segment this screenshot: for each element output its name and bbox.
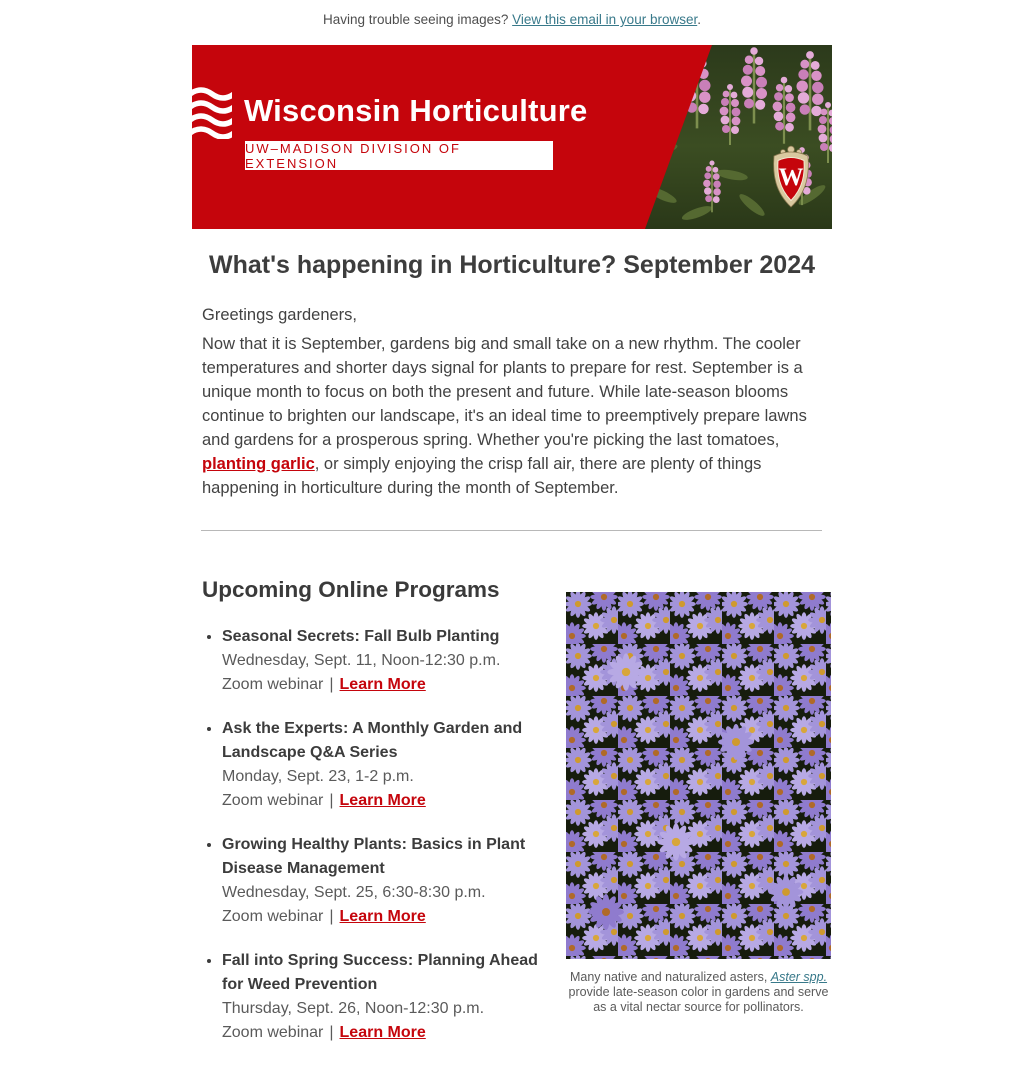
aster-figure	[566, 592, 831, 1015]
uw-crest-w-icon	[770, 144, 812, 212]
intro-section	[202, 303, 822, 500]
meta-separator: |	[329, 676, 334, 693]
program-item	[222, 717, 550, 813]
brand-title: Wisconsin Horticulture	[244, 93, 588, 128]
program-item	[222, 949, 550, 1045]
learn-more-link[interactable]: Learn More	[339, 676, 426, 693]
program-title: • Growing Healthy Plants: Basics in Plant Disease Management	[222, 836, 526, 877]
program-meta	[222, 789, 550, 813]
caption-after: provide late-season color in gardens and serve as a vital nectar source for pollinators.	[568, 985, 829, 1014]
learn-more-link[interactable]: Learn More	[339, 908, 426, 925]
intro-body-after: , or simply enjoying the crisp fall air, there are plenty of things happening in horticulture during the month of September.	[202, 455, 762, 497]
program-meta	[222, 673, 550, 697]
program-venue: Zoom webinar	[222, 908, 324, 925]
wave-crest-icon	[192, 87, 232, 139]
learn-more-link[interactable]: Learn More	[339, 792, 426, 809]
program-venue: Zoom webinar	[222, 676, 324, 693]
preheader-suffix: .	[697, 12, 701, 27]
program-title: • Seasonal Secrets: Fall Bulb Planting	[222, 628, 500, 645]
aster-photo	[566, 592, 831, 959]
programs-heading: Upcoming Online Programs	[202, 577, 500, 602]
program-venue: Zoom webinar	[222, 1024, 324, 1041]
planting-garlic-link[interactable]: planting garlic	[202, 455, 315, 473]
program-date: Monday, Sept. 23, 1-2 p.m.	[222, 768, 414, 785]
program-date: Thursday, Sept. 26, Noon-12:30 p.m.	[222, 1000, 485, 1017]
page-title: What's happening in Horticulture? September 2024	[208, 251, 816, 279]
subbrand-text: UW–MADISON DIVISION OF EXTENSION	[245, 140, 461, 171]
program-date: Wednesday, Sept. 11, Noon-12:30 p.m.	[222, 652, 501, 669]
newsletter-banner	[192, 45, 832, 229]
view-in-browser-link[interactable]: View this email in your browser	[512, 12, 698, 27]
intro-body-before: Now that it is September, gardens big and small take on a new rhythm. The cooler temperatures and shorter days signal for plants to prepare for rest. September is a unique month to focus on both the present and future. While late-season blooms continue to brighten our landscape, it's an ideal time to preemptively prepare lawns and gardens for a prosperous spring. Whether you're picking the last tomatoes,	[202, 335, 807, 449]
subbrand-banner	[245, 141, 553, 170]
meta-separator: |	[329, 1024, 334, 1041]
programs-list	[202, 625, 550, 1065]
program-title: • Ask the Experts: A Monthly Garden and Landscape Q&A Series	[222, 720, 523, 761]
section-divider	[201, 530, 822, 531]
svg-text:W: W	[778, 164, 804, 191]
program-item	[222, 625, 550, 697]
program-date: Wednesday, Sept. 25, 6:30-8:30 p.m.	[222, 884, 486, 901]
program-venue: Zoom webinar	[222, 792, 324, 809]
preheader-text: Having trouble seeing images?	[323, 12, 513, 27]
aster-caption	[566, 970, 831, 1015]
caption-before: Many native and naturalized asters,	[569, 970, 771, 984]
aster-spp-link[interactable]: Aster spp.	[770, 970, 828, 984]
meta-separator: |	[329, 792, 334, 809]
greeting-text: Greetings gardeners,	[202, 306, 358, 324]
intro-paragraph	[202, 332, 822, 500]
learn-more-link[interactable]: Learn More	[339, 1024, 426, 1041]
program-meta	[222, 1021, 550, 1045]
program-title: • Fall into Spring Success: Planning Ahead for Weed Prevention	[222, 952, 538, 993]
program-item	[222, 833, 550, 929]
program-meta	[222, 905, 550, 929]
meta-separator: |	[329, 908, 334, 925]
preheader	[0, 12, 1024, 27]
